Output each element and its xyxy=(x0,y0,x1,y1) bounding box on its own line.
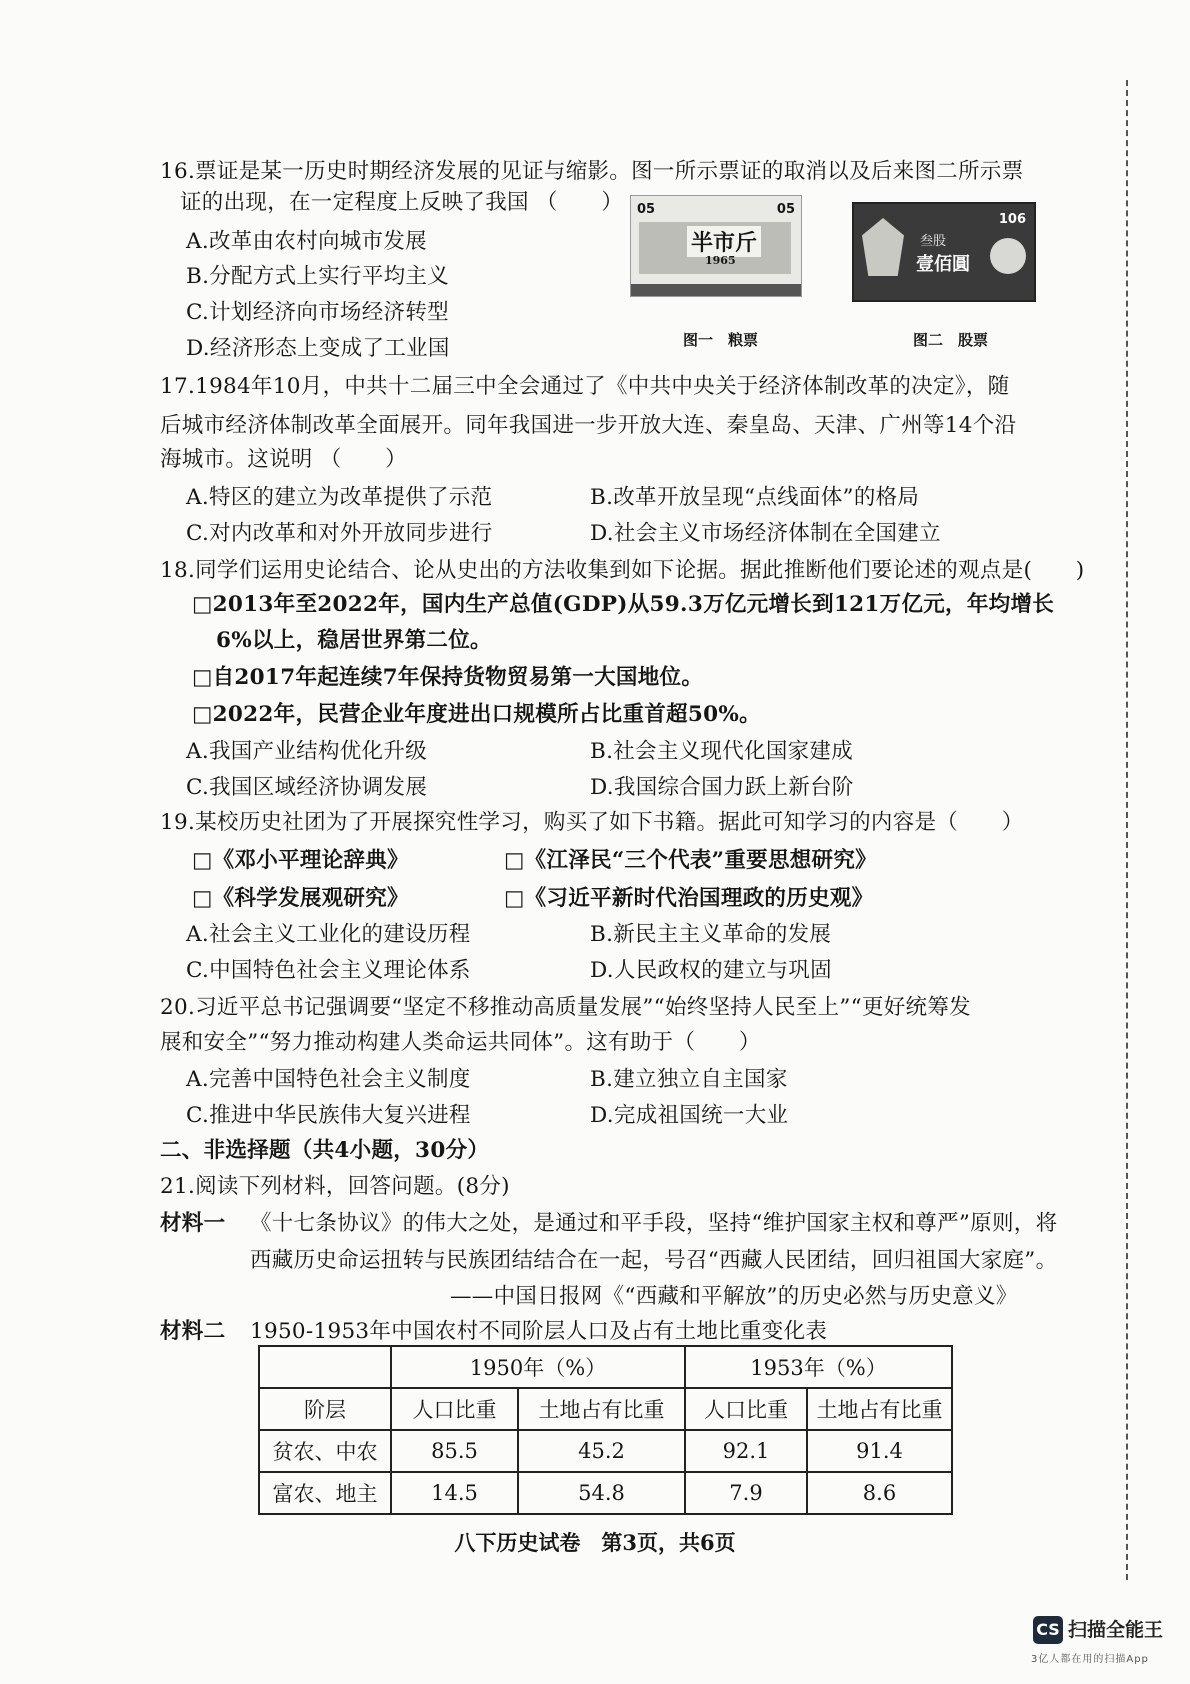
q20-option-c: C.推进中华民族伟大复兴进程 xyxy=(186,1103,471,1128)
table-cell-pop-1953: 7.9 xyxy=(685,1472,807,1514)
q17-stem-line3: 海城市。这说明 （ ） xyxy=(160,447,407,472)
grain-ticket-image xyxy=(630,195,802,297)
table-cell-land-1953: 8.6 xyxy=(807,1472,952,1514)
page-fold-dashed-line xyxy=(1126,80,1128,1580)
section-2-title: 二、非选择题（共4小题，30分） xyxy=(160,1138,490,1163)
table-year-1950: 1950年（%） xyxy=(391,1346,685,1388)
q20-stem-line2: 展和安全”“努力推动构建人类命运共同体”。这有助于（ ） xyxy=(160,1030,761,1055)
ticket1-denomination: 半市斤 xyxy=(687,226,761,257)
table-cell-pop-1950: 85.5 xyxy=(391,1430,518,1472)
table-cell-class: 富农、地主 xyxy=(259,1472,391,1514)
table-row xyxy=(259,1472,952,1514)
q16-stem-line2: 证的出现，在一定程度上反映了我国 （ ） xyxy=(180,190,624,215)
q17-option-d: D.社会主义市场经济体制在全国建立 xyxy=(590,521,941,546)
q19-option-b: B.新民主主义革命的发展 xyxy=(590,922,832,947)
q18-evidence-3: □2022年，民营企业年度进出口规模所占比重首超50%。 xyxy=(192,702,761,727)
table-header-pop-1953: 人口比重 xyxy=(685,1388,807,1430)
page-footer: 八下历史试卷 第3页，共6页 xyxy=(454,1530,736,1555)
table-cell-land-1953: 91.4 xyxy=(807,1430,952,1472)
q20-option-d: D.完成祖国统一大业 xyxy=(590,1103,789,1128)
q19-book-2: □《江泽民“三个代表”重要思想研究》 xyxy=(504,848,877,873)
table-header-row-years xyxy=(259,1346,952,1388)
table-header-pop-1950: 人口比重 xyxy=(391,1388,518,1430)
table-cell-land-1950: 54.8 xyxy=(518,1472,685,1514)
q18-option-b: B.社会主义现代化国家建成 xyxy=(590,739,854,764)
q20-option-b: B.建立独立自主国家 xyxy=(590,1067,788,1092)
q18-evidence-1-line2: 6%以上，稳居世界第二位。 xyxy=(216,628,492,653)
material-1-label: 材料一 xyxy=(160,1211,226,1236)
ticket2-seal xyxy=(990,238,1026,274)
q16-stem-line1: 16.票证是某一历史时期经济发展的见证与缩影。图一所示票证的取消以及后来图二所示票 xyxy=(160,159,1024,184)
q18-evidence-2: □自2017年起连续7年保持货物贸易第一大国地位。 xyxy=(192,665,704,690)
q19-book-3: □《科学发展观研究》 xyxy=(192,886,409,911)
rural-class-land-table xyxy=(258,1345,953,1515)
q17-stem-line1: 17.1984年10月，中共十二届三中全会通过了《中共中央关于经济体制改革的决定》，随 xyxy=(160,374,1010,399)
q16-option-b: B.分配方式上实行平均主义 xyxy=(186,264,450,289)
table-cell-class: 贫农、中农 xyxy=(259,1430,391,1472)
material-2-title: 1950-1953年中国农村不同阶层人口及占有土地比重变化表 xyxy=(250,1319,828,1344)
stock-certificate-image xyxy=(852,202,1036,302)
ticket1-number-left: 05 xyxy=(637,202,656,217)
ticket2-denomination: 壹佰圓 xyxy=(916,254,970,275)
q19-option-a: A.社会主义工业化的建设历程 xyxy=(186,922,471,947)
q18-option-a: A.我国产业结构优化升级 xyxy=(186,739,427,764)
ticket1-bottom-band xyxy=(631,284,801,296)
q19-book-1: □《邓小平理论辞典》 xyxy=(192,848,409,873)
material-1-line1: 《十七条协议》的伟大之处，是通过和平手段，坚持“维护国家主权和尊严”原则，将 xyxy=(250,1211,1058,1236)
table-row xyxy=(259,1430,952,1472)
camscanner-logo-icon: CS xyxy=(1033,1616,1063,1644)
q20-stem-line1: 20.习近平总书记强调要“坚定不移推动高质量发展”“始终坚持人民至上”“更好统筹发 xyxy=(160,995,971,1020)
figure1-caption: 图一 粮票 xyxy=(683,331,759,349)
q16-option-d: D.经济形态上变成了工业国 xyxy=(186,336,450,361)
camscanner-tagline: 3亿人都在用的扫描App xyxy=(1031,1654,1149,1665)
table-year-1953: 1953年（%） xyxy=(685,1346,952,1388)
table-cell-pop-1950: 14.5 xyxy=(391,1472,518,1514)
ticket1-year: 1965 xyxy=(705,254,736,267)
q18-option-d: D.我国综合国力跃上新台阶 xyxy=(590,775,854,800)
q18-option-c: C.我国区域经济协调发展 xyxy=(186,775,428,800)
q19-option-c: C.中国特色社会主义理论体系 xyxy=(186,958,471,983)
table-cell-pop-1953: 92.1 xyxy=(685,1430,807,1472)
q17-option-b: B.改革开放呈现“点线面体”的格局 xyxy=(590,485,920,510)
material-1-line2: 西藏历史命运扭转与民族团结结合在一起，号召“西藏人民团结，回归祖国大家庭”。 xyxy=(250,1248,1058,1273)
ticket2-shares: 叁股 xyxy=(920,234,947,249)
q16-option-a: A.改革由农村向城市发展 xyxy=(186,229,427,254)
ticket2-number: 106 xyxy=(998,212,1026,227)
table-header-row-columns xyxy=(259,1388,952,1430)
camscanner-brand-name: 扫描全能王 xyxy=(1068,1619,1164,1641)
q21-stem: 21.阅读下列材料，回答问题。(8分) xyxy=(160,1174,510,1199)
q19-stem: 19.某校历史社团为了开展探究性学习，购买了如下书籍。据此可知学习的内容是（ ） xyxy=(160,810,1024,835)
figure2-caption: 图二 股票 xyxy=(913,331,989,349)
q18-evidence-1-line1: □2013年至2022年，国内生产总值(GDP)从59.3万亿元增长到121万亿元，年均增长 xyxy=(192,592,1055,617)
q17-stem-line2: 后城市经济体制改革全面展开。同年我国进一步开放大连、秦皇岛、天津、广州等14个沿 xyxy=(160,413,1017,438)
material-1-source: ——中国日报网《“西藏和平解放”的历史必然与历史意义》 xyxy=(450,1284,1018,1309)
q17-option-a: A.特区的建立为改革提供了示范 xyxy=(186,485,493,510)
q18-stem: 18.同学们运用史论结合、论从史出的方法收集到如下论据。据此推断他们要论述的观点是( ) xyxy=(160,558,1085,583)
ticket2-emblem xyxy=(862,218,904,276)
q19-book-4: □《习近平新时代治国理政的历史观》 xyxy=(504,886,874,911)
q20-option-a: A.完善中国特色社会主义制度 xyxy=(186,1067,471,1092)
material-2-label: 材料二 xyxy=(160,1319,226,1344)
table-cell-land-1950: 45.2 xyxy=(518,1430,685,1472)
ticket1-number-right: 05 xyxy=(776,202,795,217)
table-header-land-1953: 土地占有比重 xyxy=(807,1388,952,1430)
q16-option-c: C.计划经济向市场经济转型 xyxy=(186,300,449,325)
table-header-class: 阶层 xyxy=(259,1388,391,1430)
table-header-land-1950: 土地占有比重 xyxy=(518,1388,685,1430)
q19-option-d: D.人民政权的建立与巩固 xyxy=(590,958,832,983)
table-empty-cell xyxy=(259,1346,391,1388)
q17-option-c: C.对内改革和对外开放同步进行 xyxy=(186,521,493,546)
